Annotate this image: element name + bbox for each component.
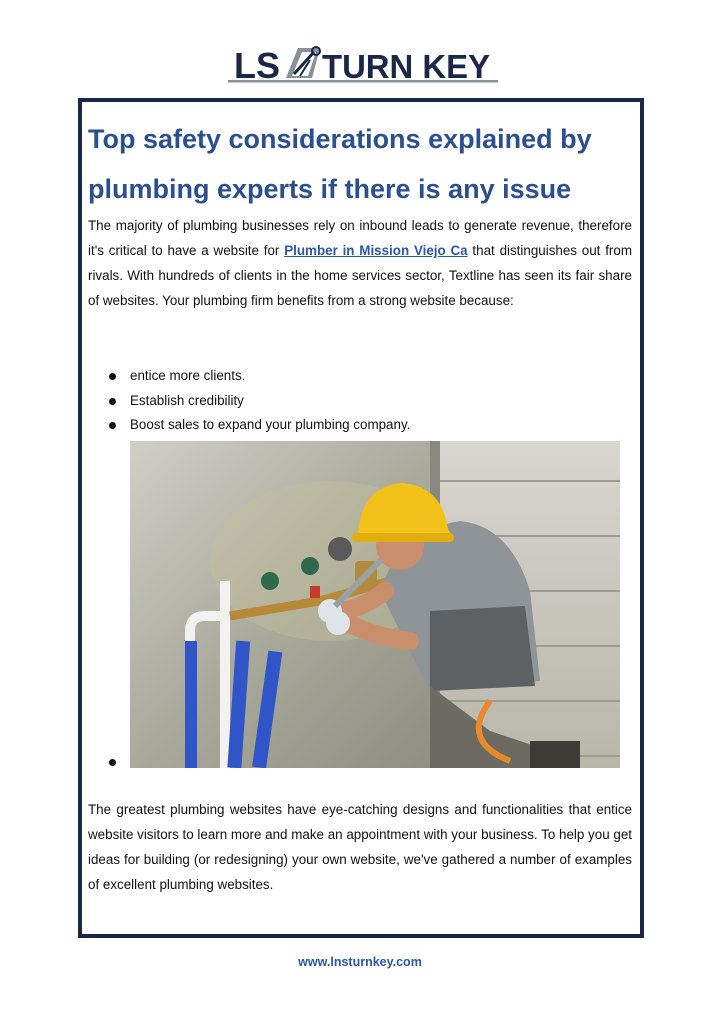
bullet-icon [109,422,116,429]
bullet-icon [109,373,116,380]
closing-paragraph: The greatest plumbing websites have eye-catching designs and functionalities that entice website visitors to learn more and make an appointment with your business. To help you get ideas for building (or redesigning) your own website, we've gathered a number of examples of excellent plumbing websites. [88,802,632,892]
list-item-text: Establish credibility [130,392,244,408]
list-item-text: entice more clients. [130,368,246,383]
footer-url[interactable]: www.lnsturnkey.com [298,955,422,969]
plumber-mission-viejo-link[interactable]: Plumber in Mission Viejo Ca [284,243,468,258]
house-tools-icon [286,47,320,78]
list-item-text: Boost sales to expand your plumbing company. [130,417,411,432]
bullet-icon [109,398,116,405]
ls-turn-key-logo [228,40,498,92]
intro-paragraph [88,213,632,313]
bullet-icon [109,759,116,766]
svg-text:LS: LS [234,45,281,86]
intro-text-before-link: The majority of plumbing businesses rely on inbound leads to generate revenue, therefore it's critical to have a website for [88,218,632,258]
list-item [104,413,410,438]
svg-text:TURN KEY: TURN KEY [322,48,490,85]
intro-text-after-link: that distinguishes out from rivals. With hundreds of clients in the home services sector, Textline has seen its fair share of websites. Your plumbing firm benefits from a strong website because: [88,243,632,308]
list-item [104,364,410,389]
list-item [104,389,410,414]
article-title: Top safety considerations explained by plumbing experts if there is any issue [88,124,592,204]
benefits-list [104,364,410,438]
plumber-photo [130,441,620,768]
